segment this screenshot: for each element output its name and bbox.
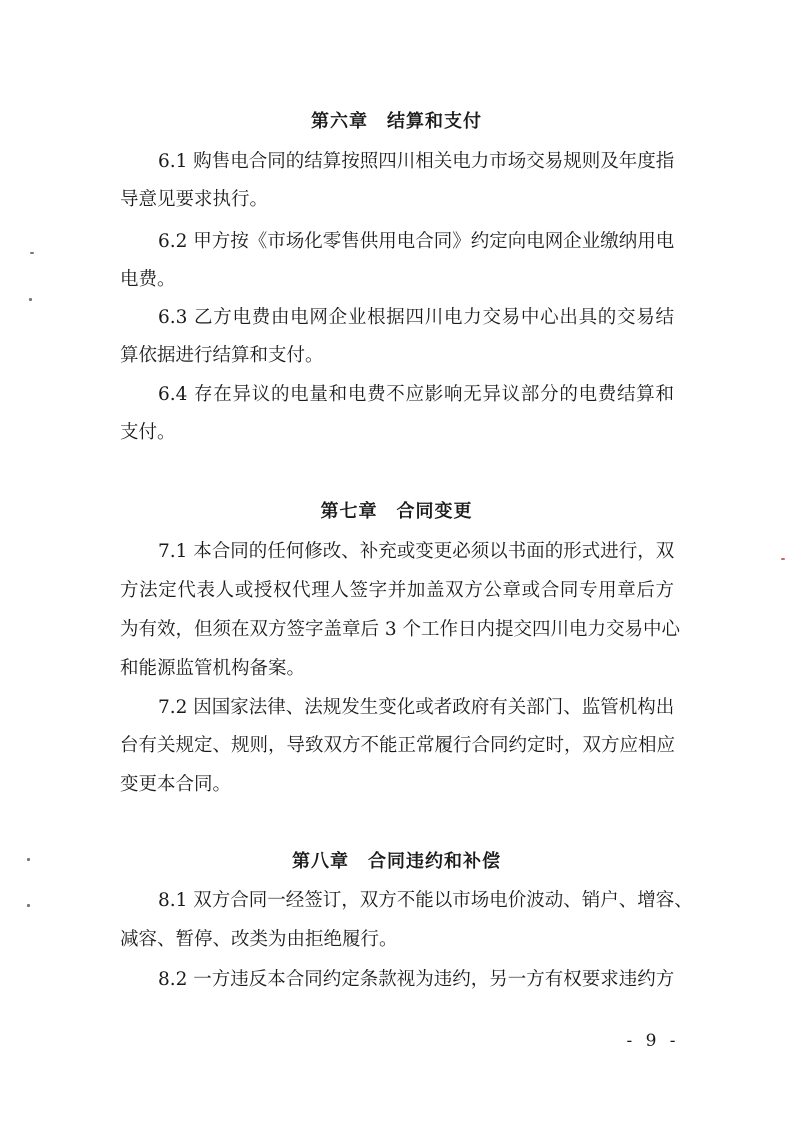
para-7-1-line-4: 和能源监管机构备案。 (120, 658, 306, 679)
scan-speck (781, 558, 785, 560)
para-7-1-line-3: 为有效，但须在双方签字盖章后 3 个工作日内提交四川电力交易中心 (120, 619, 681, 640)
para-8-1-line-1: 8.1 双方合同一经签订，双方不能以市场电价波动、销户、增容、 (158, 890, 693, 911)
para-6-2-line-2: 电费。 (120, 269, 176, 290)
scan-speck (27, 858, 30, 861)
chapter-7-heading: 第七章 合同变更 (320, 501, 473, 522)
para-6-2-line-1: 6.2 甲方按《市场化零售供用电合同》约定向电网企业缴纳用电 (158, 231, 675, 252)
para-6-4-line-1: 6.4 存在异议的电量和电费不应影响无异议部分的电费结算和 (158, 384, 674, 405)
para-8-1-line-2: 减容、暂停、改类为由拒绝履行。 (120, 929, 398, 950)
para-7-2-line-3: 变更本合同。 (120, 774, 232, 795)
para-7-2-line-1: 7.2 因国家法律、法规发生变化或者政府有关部门、监管机构出 (158, 697, 675, 718)
scan-speck (30, 252, 34, 254)
scan-speck (29, 298, 32, 301)
chapter-6-heading: 第六章 结算和支付 (311, 111, 482, 132)
scan-speck (27, 904, 30, 907)
para-6-3-line-1: 6.3 乙方电费由电网企业根据四川电力交易中心出具的交易结 (158, 307, 674, 328)
para-7-2-line-2: 台有关规定、规则，导致双方不能正常履行合同约定时，双方应相应 (120, 735, 676, 756)
page-number: - 9 - (626, 1031, 680, 1051)
para-6-1-line-1: 6.1 购售电合同的结算按照四川相关电力市场交易规则及年度指 (158, 151, 675, 172)
para-7-1-line-2: 方法定代表人或授权代理人签字并加盖双方公章或合同专用章后方 (120, 580, 674, 601)
para-6-1-line-2: 导意见要求执行。 (120, 189, 269, 210)
para-6-3-line-2: 算依据进行结算和支付。 (120, 345, 324, 366)
para-6-4-line-2: 支付。 (120, 422, 176, 443)
para-7-1-line-1: 7.1 本合同的任何修改、补充或变更必须以书面的形式进行，双 (158, 541, 675, 562)
para-8-2-line-1: 8.2 一方违反本合同约定条款视为违约，另一方有权要求违约方 (158, 969, 675, 990)
chapter-8-heading: 第八章 合同违约和补偿 (292, 851, 501, 872)
